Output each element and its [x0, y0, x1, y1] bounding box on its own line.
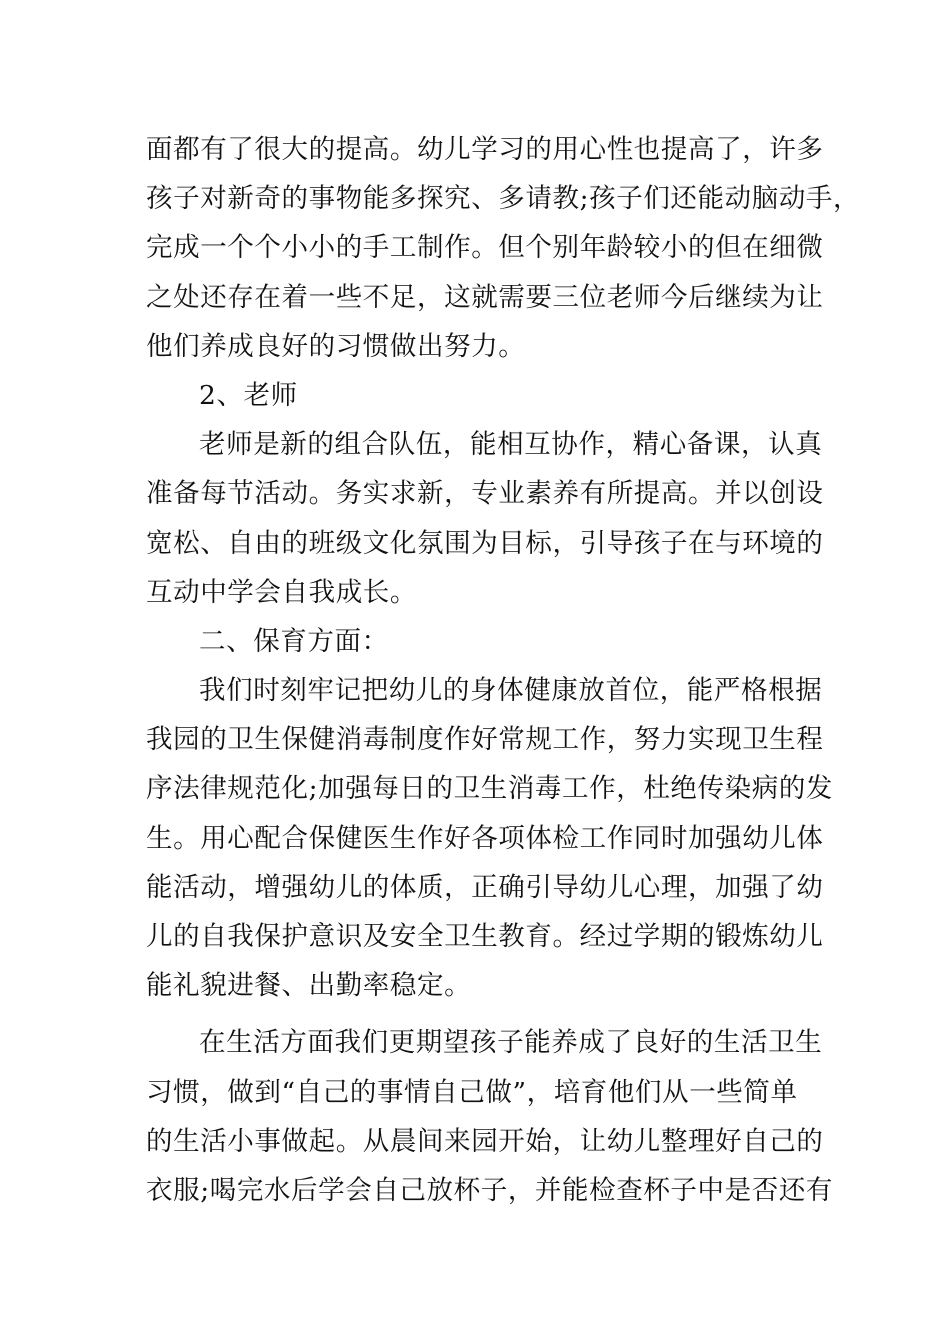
- text-line: 之处还存在着一些不足，这就需要三位老师今后继续为让: [146, 281, 824, 313]
- text-line: 的生活小事做起。从晨间来园开始，让幼儿整理好自己的: [146, 1125, 824, 1157]
- text-line: 能礼貌进餐、出勤率稳定。: [146, 970, 472, 1002]
- text-line: 面都有了很大的提高。幼儿学习的用心性也提高了，许多: [146, 134, 824, 165]
- text-line: 老师是新的组合队伍，能相互协作，精心备课，认真: [199, 429, 823, 461]
- document-body: [146, 125, 861, 1215]
- text-line: 儿的自我保护意识及安全卫生教育。经过学期的锻炼幼儿: [146, 921, 824, 952]
- text-line: 互动中学会自我成长。: [146, 576, 417, 608]
- text-line: 衣服;喝完水后学会自己放杯子，并能检查杯子中是否还有: [146, 1174, 834, 1206]
- section-heading-care: 二、保育方面：: [199, 625, 389, 657]
- text-line: 能活动，增强幼儿的体质，正确引导幼儿心理，加强了幼: [146, 871, 824, 903]
- text-line: 准备每节活动。务实求新，专业素养有所提高。并以创设: [146, 478, 824, 510]
- text-line: 完成一个个小小的手工制作。但个别年龄较小的但在细微: [146, 232, 824, 264]
- text-line: 宽松、自由的班级文化氛围为目标，引导孩子在与环境的: [146, 527, 824, 559]
- text-line: 生。用心配合保健医生作好各项体检工作同时加强幼儿体: [146, 822, 824, 854]
- text-line: 序法律规范化;加强每日的卫生消毒工作，杜绝传染病的发: [146, 773, 834, 805]
- text-line: 我园的卫生保健消毒制度作好常规工作，努力实现卫生程: [146, 724, 824, 756]
- paragraph-gap: [146, 1010, 811, 1018]
- text-line: 我们时刻牢记把幼儿的身体健康放首位，能严格根据: [199, 675, 823, 707]
- text-line: 习惯，做到“自己的事情自己做”，培育他们从一些简单: [146, 1076, 798, 1108]
- text-line: 孩子对新奇的事物能多探究、多请教;孩子们还能动脑动手，: [146, 183, 861, 215]
- text-line: 他们养成良好的习惯做出努力。: [146, 330, 526, 362]
- text-line: 在生活方面我们更期望孩子能养成了良好的生活卫生: [199, 1027, 823, 1059]
- section-heading-teachers: 2、老师: [199, 379, 298, 411]
